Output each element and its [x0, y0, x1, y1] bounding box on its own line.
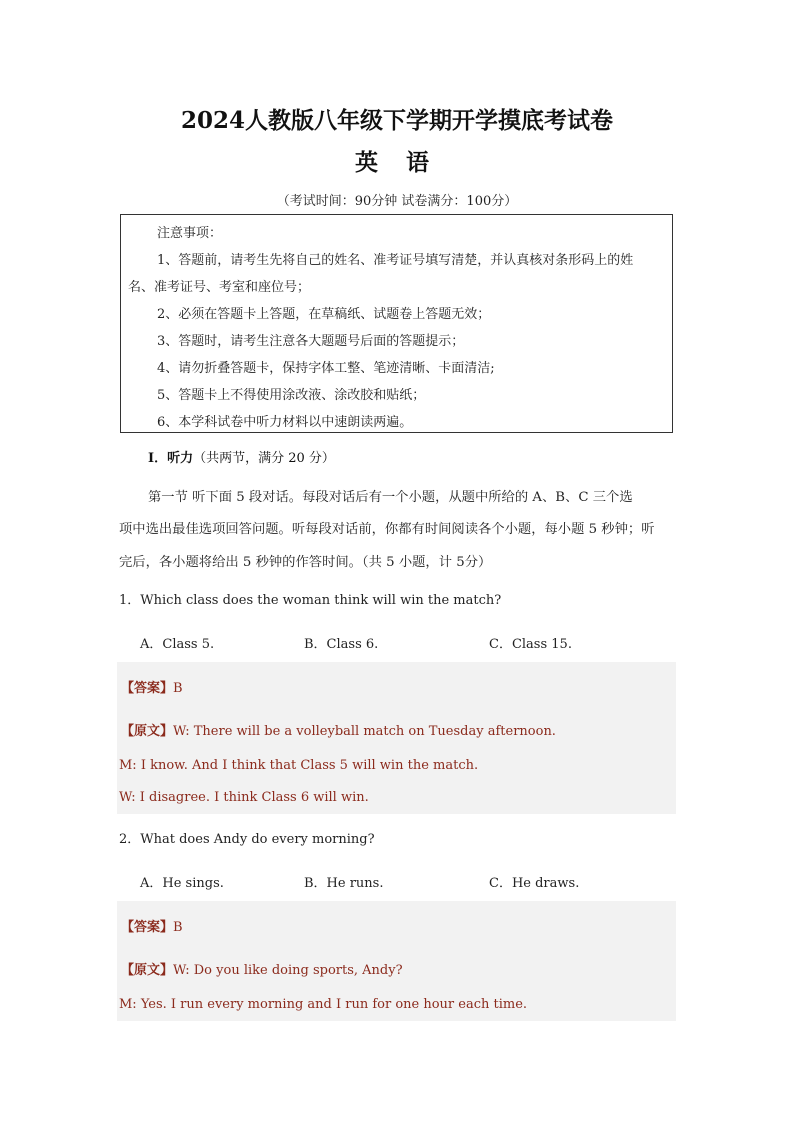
- question-1-stem: 1．Which class does the woman think will win the match?: [119, 593, 502, 608]
- notice-item-5: 5、答题卡上不得使用涂改液、涂改胶和贴纸；: [157, 388, 426, 403]
- section-heading: [148, 447, 335, 466]
- question-1-transcript-2: M: I know. And I think that Class 5 will win the match.: [119, 758, 479, 773]
- notice-item-3: 3、答题时，请考生注意各大题题号后面的答题提示；: [157, 334, 465, 349]
- question-1-answer-box: [117, 662, 676, 814]
- question-2-answer: [121, 916, 183, 935]
- exam-title: 2024人教版八年级下学期开学摸底考试卷: [180, 107, 613, 134]
- notice-item-1-cont: 名、准考证号、考室和座位号；: [128, 280, 311, 295]
- question-1-transcript-3: W: I disagree. I think Class 6 will win.: [119, 790, 369, 805]
- question-2-transcript-2: M: Yes. I run every morning and I run for one hour each time.: [119, 997, 528, 1012]
- question-1-option-c: C．Class 15.: [489, 637, 572, 652]
- intro-line-3: 完后，各小题将给出 5 秒钟的作答时间。（共 5 小题，计 5分）: [119, 555, 492, 570]
- section-title: 听力: [167, 451, 194, 466]
- answer-tag: 【答案】: [121, 681, 174, 696]
- answer-tag: 【答案】: [121, 920, 174, 935]
- intro-line-1: 第一节 听下面 5 段对话。每段对话后有一个小题，从题中所给的 A、B、C 三个选: [148, 490, 633, 505]
- notice-heading: 注意事项：: [157, 226, 223, 241]
- question-1-answer: [121, 677, 183, 696]
- question-2-answer-box: [117, 901, 676, 1021]
- question-1-option-b: B．Class 6.: [304, 637, 379, 652]
- section-numeral: I．: [148, 451, 168, 466]
- subject-title: 英 语: [354, 149, 439, 176]
- question-2-option-c: C．He draws.: [489, 876, 580, 891]
- notice-item-4: 4、请勿折叠答题卡，保持字体工整、笔迹清晰、卡面清洁;: [157, 361, 495, 376]
- answer-value: B: [173, 681, 183, 696]
- source-tag: 【原文】: [121, 963, 174, 978]
- transcript-line: W: Do you like doing sports, Andy?: [173, 963, 403, 978]
- transcript-line: W: There will be a volleyball match on Tuesday afternoon.: [173, 724, 556, 739]
- question-2-option-a: A．He sings.: [140, 876, 224, 891]
- notice-item-2: 2、必须在答题卡上答题，在草稿纸、试题卷上答题无效；: [157, 307, 491, 322]
- question-2-option-b: B．He runs.: [304, 876, 384, 891]
- answer-value: B: [173, 920, 183, 935]
- exam-time-and-score: （考试时间：90分钟 试卷满分：100分）: [276, 194, 518, 209]
- notice-item-1: 1、答题前，请考生先将自己的姓名、准考证号填写清楚，并认真核对条形码上的姓: [157, 253, 634, 268]
- question-1-transcript-1: [121, 720, 556, 739]
- notice-item-6: 6、本学科试卷中听力材料以中速朗读两遍。: [157, 415, 413, 430]
- question-2-stem: 2．What does Andy do every morning?: [119, 832, 375, 847]
- question-2-transcript-1: [121, 959, 403, 978]
- section-desc: （共两节，满分 20 分）: [193, 451, 335, 466]
- notice-box: [120, 214, 673, 433]
- question-1-option-a: A．Class 5.: [140, 637, 215, 652]
- source-tag: 【原文】: [121, 724, 174, 739]
- intro-line-2: 项中选出最佳选项回答问题。听每段对话前，你都有时间阅读各个小题，每小题 5 秒钟；听: [119, 522, 655, 537]
